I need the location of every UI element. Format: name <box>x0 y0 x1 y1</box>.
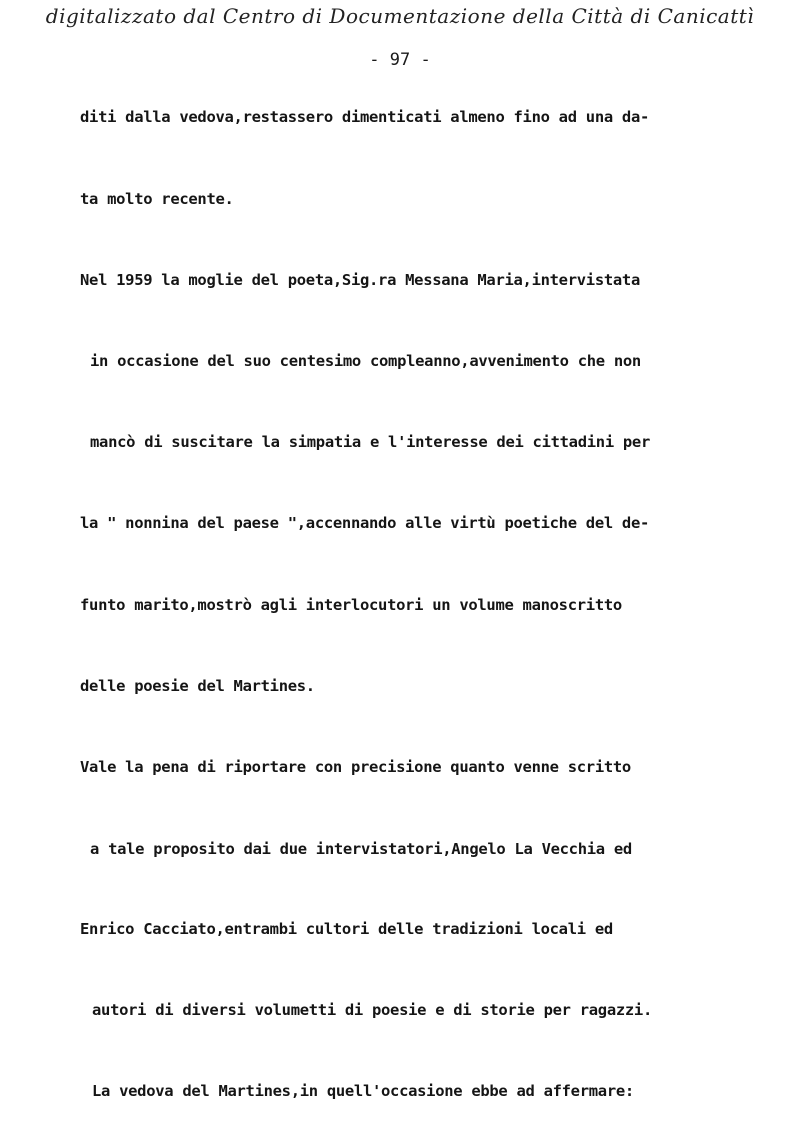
text-line: La vedova del Martines,in quell'occasione ebbe ad affermare: <box>92 1082 634 1100</box>
text-line: Nel 1959 la moglie del poeta,Sig.ra Messana Maria,intervistata <box>80 271 640 289</box>
text-line: autori di diversi volumetti di poesie e di storie per ragazzi. <box>92 1001 652 1019</box>
text-line: diti dalla vedova,restassero dimenticati almeno fino ad una da- <box>80 108 650 126</box>
text-line: a tale proposito dai due intervistatori,Angelo La Vecchia ed <box>90 840 632 858</box>
text-line: ta molto recente. <box>80 190 234 208</box>
page-number: - 97 - <box>369 50 431 70</box>
text-line: mancò di suscitare la simpatia e l'interesse dei cittadini per <box>90 433 650 451</box>
text-line: in occasione del suo centesimo compleanno,avvenimento che non <box>90 352 641 370</box>
text-line: funto marito,mostrò agli interlocutori un volume manoscritto <box>80 596 622 614</box>
text-line: delle poesie del Martines. <box>80 677 315 695</box>
text-line: la " nonnina del paese ",accennando alle virtù poetiche del de- <box>80 514 650 532</box>
text-line: Enrico Cacciato,entrambi cultori delle tradizioni locali ed <box>80 920 613 938</box>
digitization-watermark: digitalizzato dal Centro di Documentazione della Città di Canicattì <box>45 4 755 28</box>
text-line: Vale la pena di riportare con precisione quanto venne scritto <box>80 758 631 776</box>
